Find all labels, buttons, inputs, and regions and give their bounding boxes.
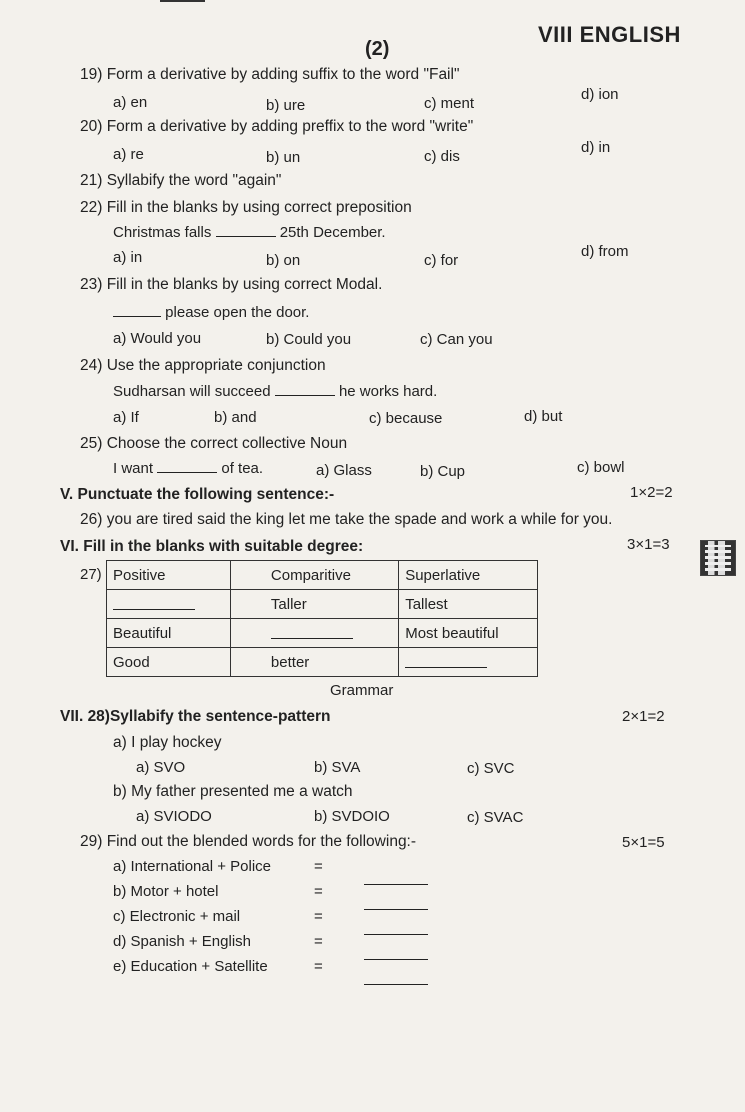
table-row (107, 648, 538, 677)
header-superlative: Superlative (399, 561, 538, 590)
blend-item: b) Motor + hotel (113, 883, 219, 900)
q22-option-c: c) for (424, 252, 459, 269)
cell-blank-positive[interactable] (107, 590, 231, 619)
q25-sentence (113, 460, 263, 477)
q28a-option-a: a) SVO (136, 759, 186, 776)
q19-option-b: b) ure (266, 97, 306, 114)
q24-sentence-start: Sudharsan will succeed (113, 383, 271, 400)
q20-option-d: d) in (581, 139, 611, 156)
page-number: (2) (365, 38, 390, 60)
table-header-row (107, 561, 538, 590)
header-comparative: Comparitive (230, 561, 398, 590)
q23-blank[interactable] (113, 316, 161, 317)
subject-title: VIII ENGLISH (538, 22, 681, 47)
answer-blank[interactable] (364, 972, 428, 989)
top-scan-mark (160, 0, 205, 2)
q28a-option-b: b) SVA (314, 759, 361, 776)
q24-text: 24) Use the appropriate conjunction (80, 357, 326, 374)
answer-blank[interactable] (364, 947, 428, 964)
blend-item: a) International + Police (113, 858, 272, 875)
q25-blank[interactable] (157, 472, 217, 473)
answer-blank[interactable] (364, 872, 428, 889)
q28b-option-a: a) SVIODO (136, 808, 212, 825)
q28a-text: a) I play hockey (113, 734, 222, 751)
section-7-marks: 2×1=2 (622, 708, 665, 725)
section-6-title: VI. Fill in the blanks with suitable degree: (60, 538, 364, 555)
q22-option-a: a) in (113, 249, 143, 266)
answer-blank[interactable] (364, 922, 428, 939)
q19-option-d: d) ion (581, 86, 619, 103)
q28b-option-c: c) SVAC (467, 809, 524, 826)
section-5-marks: 1×2=2 (630, 484, 673, 501)
q22-option-d: d) from (581, 243, 629, 260)
q25-option-c: c) bowl (577, 459, 625, 476)
q28b-text: b) My father presented me a watch (113, 783, 353, 800)
q23-sentence-text: please open the door. (165, 304, 310, 321)
cell-beautiful: Beautiful (107, 619, 231, 648)
qr-code-icon (700, 540, 736, 576)
table-row (107, 619, 538, 648)
q26-text: 26) you are tired said the king let me take the spade and work a while for you. (80, 511, 613, 528)
q24-option-b: b) and (214, 409, 257, 426)
q23-sentence (113, 304, 309, 321)
cell-blank-comparative[interactable] (230, 619, 398, 648)
cell-better: better (230, 648, 398, 677)
equals-sign: = (314, 958, 323, 975)
q20-text: 20) Form a derivative by adding preffix to the word "write" (80, 118, 474, 135)
q24-option-a: a) If (113, 409, 139, 426)
q22-sentence-start: Christmas falls (113, 224, 212, 241)
q25-text: 25) Choose the correct collective Noun (80, 435, 348, 452)
q23-text: 23) Fill in the blanks by using correct Modal. (80, 276, 383, 293)
q25-sentence-end: of tea. (221, 460, 264, 477)
q24-sentence (113, 383, 437, 400)
equals-sign: = (314, 908, 323, 925)
section-6-marks: 3×1=3 (627, 536, 670, 553)
answer-blank[interactable] (364, 897, 428, 914)
table-row (107, 590, 538, 619)
q25-sentence-start: I want (113, 460, 154, 477)
q21-text: 21) Syllabify the word "again" (80, 172, 282, 189)
q29-text: 29) Find out the blended words for the following:- (80, 833, 417, 850)
q27-number: 27) (80, 566, 102, 583)
q23-option-b: b) Could you (266, 331, 352, 348)
q25-option-b: b) Cup (420, 463, 466, 480)
q20-option-b: b) un (266, 149, 301, 166)
equals-sign: = (314, 883, 323, 900)
q22-text: 22) Fill in the blanks by using correct preposition (80, 199, 412, 216)
section-5-title: V. Punctuate the following sentence:- (60, 486, 335, 503)
equals-sign: = (314, 933, 323, 950)
blend-item: d) Spanish + English (113, 933, 252, 950)
q20-option-a: a) re (113, 146, 144, 163)
blend-item: e) Education + Satellite (113, 958, 268, 975)
q22-sentence-end: 25th December. (279, 224, 386, 241)
q22-blank[interactable] (216, 236, 276, 237)
cell-tallest: Tallest (399, 590, 538, 619)
blend-item: c) Electronic + mail (113, 908, 241, 925)
grammar-heading: Grammar (330, 682, 394, 699)
q29-marks: 5×1=5 (622, 834, 665, 851)
q23-option-c: c) Can you (420, 331, 493, 348)
cell-taller: Taller (230, 590, 398, 619)
q24-option-c: c) because (369, 410, 443, 427)
section-7-title: VII. 28)Syllabify the sentence-pattern (60, 708, 331, 725)
q28a-option-c: c) SVC (467, 760, 515, 777)
q19-option-a: a) en (113, 94, 148, 111)
degrees-table (106, 560, 538, 677)
q24-option-d: d) but (524, 408, 563, 425)
cell-good: Good (107, 648, 231, 677)
cell-most-beautiful: Most beautiful (399, 619, 538, 648)
q20-option-c: c) dis (424, 148, 460, 165)
q23-option-a: a) Would you (113, 330, 202, 347)
q28b-option-b: b) SVDOIO (314, 808, 390, 825)
q19-option-c: c) ment (424, 95, 475, 112)
q24-sentence-end: he works hard. (338, 383, 438, 400)
q24-blank[interactable] (275, 395, 335, 396)
header-positive: Positive (107, 561, 231, 590)
cell-blank-superlative[interactable] (399, 648, 538, 677)
equals-sign: = (314, 858, 323, 875)
q22-option-b: b) on (266, 252, 301, 269)
q19-text: 19) Form a derivative by adding suffix to the word "Fail" (80, 66, 460, 83)
q22-sentence (113, 224, 386, 241)
q25-option-a: a) Glass (316, 462, 372, 479)
